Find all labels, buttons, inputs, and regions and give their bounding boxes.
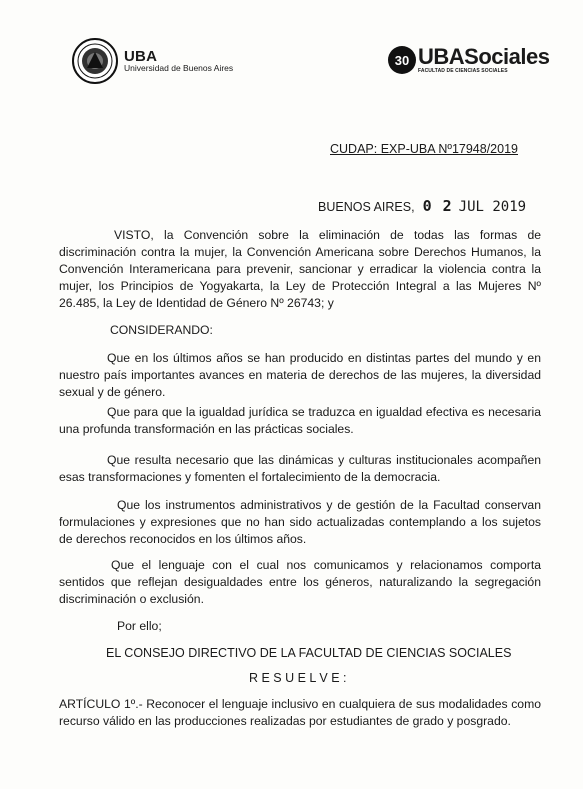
por-ello: Por ello;: [117, 619, 162, 633]
date-line: [318, 198, 526, 216]
paragraph-2: Que para que la igualdad jurídica se traduzca en igualdad efectiva es necesaria una profunda transformación en las prácticas sociales.: [59, 405, 541, 436]
paragraph-3: Que resulta necesario que las dinámicas y culturas institucionales acompañen esas transformaciones y fomenten el fortalecimiento de la democracia.: [59, 453, 541, 484]
uba-seal-icon: [72, 38, 118, 84]
resuelve-heading: R E S U E L V E :: [249, 671, 347, 685]
cudap-reference: CUDAP: EXP-UBA Nº17948/2019: [330, 142, 518, 156]
sociales-name: Sociales: [464, 44, 550, 69]
city: BUENOS AIRES,: [318, 200, 415, 214]
paragraph-5: Que el lenguaje con el cual nos comunicamos y relacionamos comporta sentidos que reflejan desigualdades entre los géneros, naturalizando la segregación discriminación o exclusión.: [59, 558, 541, 606]
date-month-year-stamp: JUL 2019: [458, 199, 527, 215]
uba-sociales-logo: [388, 46, 549, 74]
anniversary-badge: 30: [388, 46, 416, 74]
uba-logo: [72, 38, 233, 84]
paragraph-1: Que en los últimos años se han producido en distintas partes del mundo y en nuestro país importantes avances en materia de derechos de las mujeres, la diversidad sexual y de género.: [59, 351, 541, 399]
visto-paragraph: VISTO, la Convención sobre la eliminación de todas las formas de discriminación contra la mujer, la Convención Americana sobre Derechos Humanos, la Convención Interamericana para prevenir, sancionar y erradicar la violencia contra la mujer, los Principios de Yogyakarta, la Ley de Protección Integral a las Mujeres Nº 26.485, la Ley de Identidad de Género Nº 26743; y: [59, 228, 541, 310]
date-day-stamp: 0 2: [422, 197, 453, 215]
articulo-1: ARTÍCULO 1º.- Reconocer el lenguaje inclusivo en cualquiera de sus modalidades como recurso válido en las producciones realizadas por estudiantes de grado y posgrado.: [59, 697, 541, 728]
uba-name: UBA: [124, 47, 158, 65]
sociales-uba: UBA: [418, 44, 465, 69]
considerando-heading: CONSIDERANDO:: [110, 323, 213, 337]
uba-subtitle: Universidad de Buenos Aires: [124, 63, 234, 74]
sociales-subtitle: FACULTAD DE CIENCIAS SOCIALES: [418, 68, 508, 74]
paragraph-4: Que los instrumentos administrativos y de gestión de la Facultad conservan formulaciones y expresiones que no han sido actualizadas contemplando a los sujetos de derechos reconocidos en los últimos años.: [59, 498, 541, 546]
consejo-heading: EL CONSEJO DIRECTIVO DE LA FACULTAD DE CIENCIAS SOCIALES: [106, 646, 512, 660]
